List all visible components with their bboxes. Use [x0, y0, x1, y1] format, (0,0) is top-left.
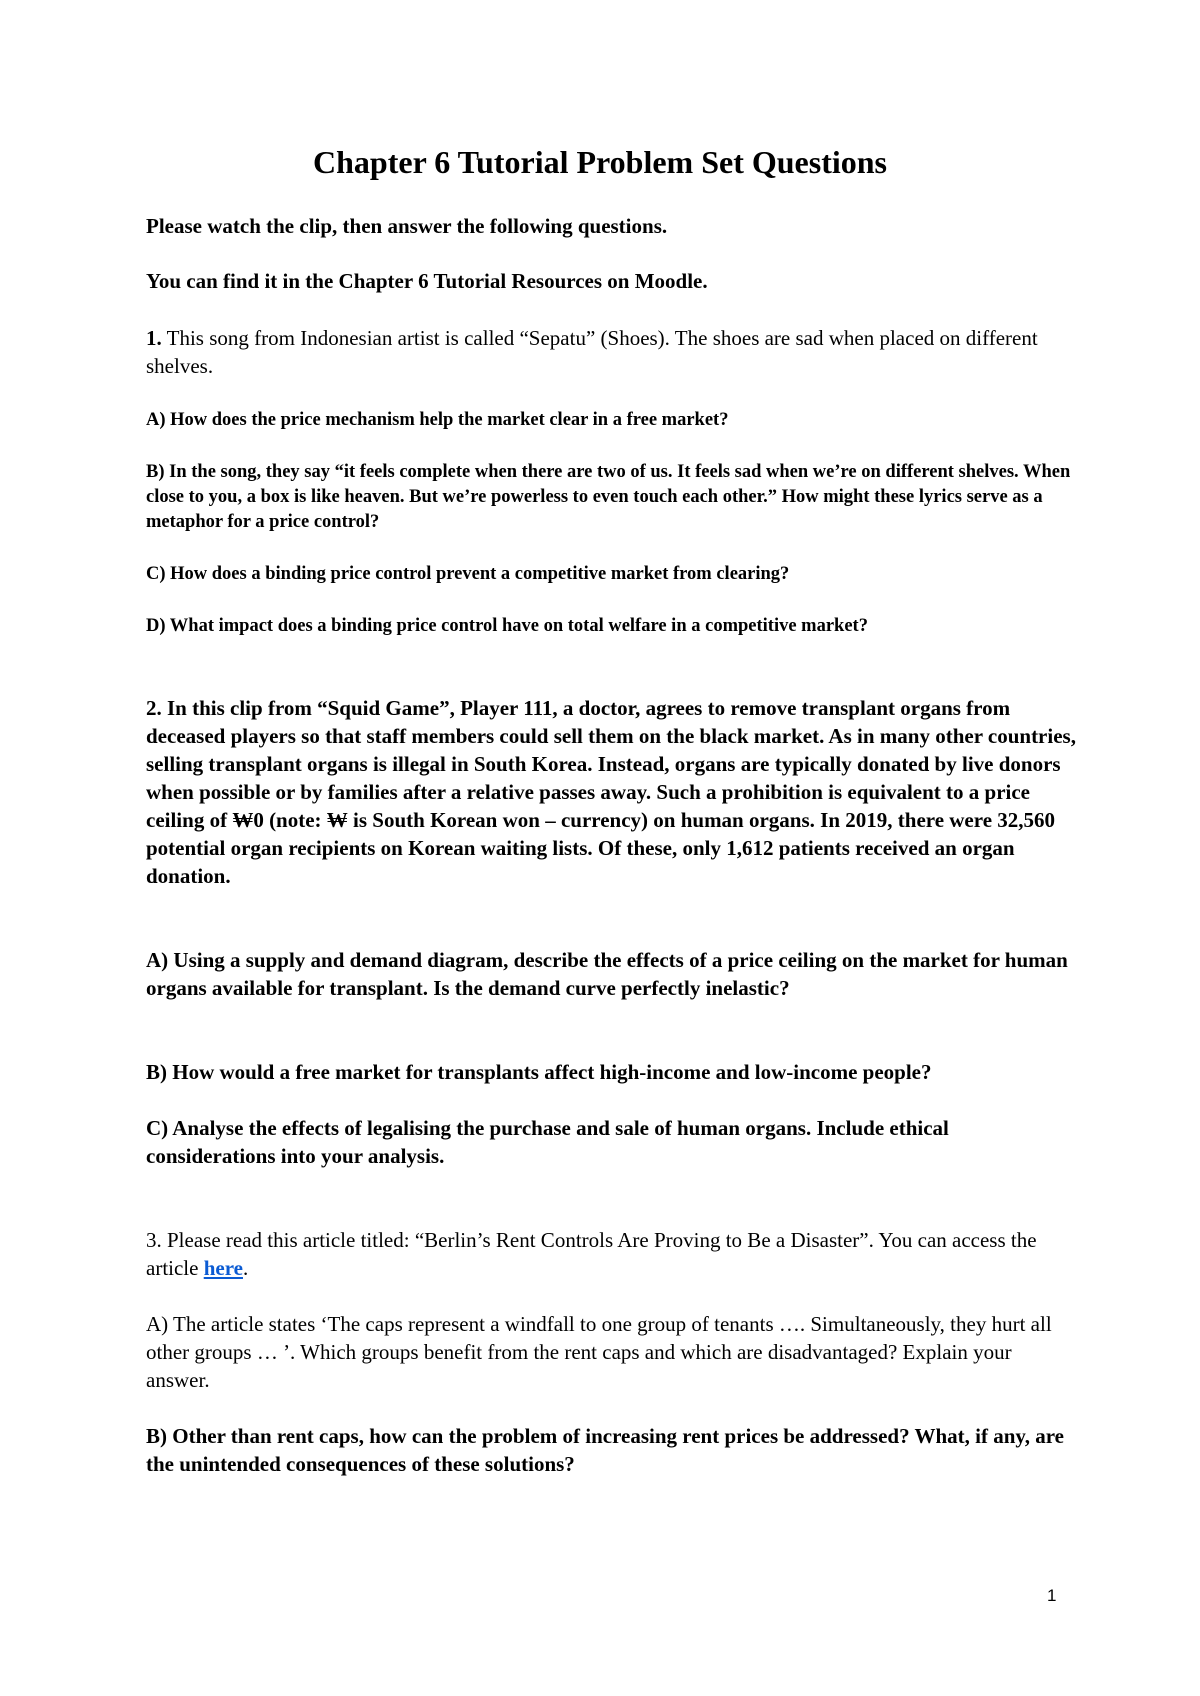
question-1-intro	[146, 324, 1076, 380]
question-1d: D) What impact does a binding price control have on total welfare in a competitive market?	[146, 616, 868, 636]
question-1a: A) How does the price mechanism help the market clear in a free market?	[146, 410, 729, 430]
question-1c: C) How does a binding price control prevent a competitive market from clearing?	[146, 564, 790, 584]
question-1b: B) In the song, they say “it feels complete when there are two of us. It feels sad when we’re on different shelves. When close to you, a box is like heaven. But we’re powerless to even touch each other.” How might these lyrics serve as a metaphor for a price control?	[146, 462, 1071, 532]
question-2a: A) Using a supply and demand diagram, describe the effects of a price ceiling on the market for human organs available for transplant. Is the demand curve perfectly inelastic?	[146, 948, 1068, 1000]
question-3-period: .	[242, 1256, 249, 1280]
page-title: Chapter 6 Tutorial Problem Set Questions	[313, 144, 887, 180]
instruction-watch-clip: Please watch the clip, then answer the following questions.	[146, 214, 668, 238]
question-3-text: 3. Please read this article titled: “Berlin’s Rent Controls Are Proving to Be a Disaster”. You can access the article	[146, 1228, 1037, 1280]
question-2b: B) How would a free market for transplants affect high-income and low-income people?	[146, 1060, 932, 1084]
question-3-intro	[146, 1226, 1076, 1282]
question-1-text: This song from Indonesian artist is called “Sepatu” (Shoes). The shoes are sad when placed on different shelves.	[146, 326, 1038, 378]
question-3a: A) The article states ‘The caps represent a windfall to one group of tenants …. Simultaneously, they hurt all other groups … ’. Which groups benefit from the rent caps and which are disadvantaged? Explain your answer.	[146, 1312, 1052, 1392]
article-link[interactable]: here	[203, 1256, 243, 1280]
question-2-intro: 2. In this clip from “Squid Game”, Player 111, a doctor, agrees to remove transplant organs from deceased players so that staff members could sell them on the black market. As in many other countries, selling transplant organs is illegal in South Korea. Instead, organs are typically donated by live donors when possible or by families after a relative passes away. Such a prohibition is equivalent to a price ceiling of ₩0 (note: ₩ is South Korean won – currency) on human organs. In 2019, there were 32,560 potential organ recipients on Korean waiting lists. Of these, only 1,612 patients received an organ donation.	[146, 696, 1076, 888]
question-1-number: 1.	[146, 326, 162, 350]
question-2c: C) Analyse the effects of legalising the purchase and sale of human organs. Include ethical considerations into your analysis.	[146, 1116, 949, 1168]
instruction-find-resources: You can find it in the Chapter 6 Tutorial Resources on Moodle.	[146, 269, 708, 293]
question-3b: B) Other than rent caps, how can the problem of increasing rent prices be addressed? What, if any, are the unintended consequences of these solutions?	[146, 1424, 1064, 1476]
page-number: 1	[1047, 1586, 1057, 1605]
